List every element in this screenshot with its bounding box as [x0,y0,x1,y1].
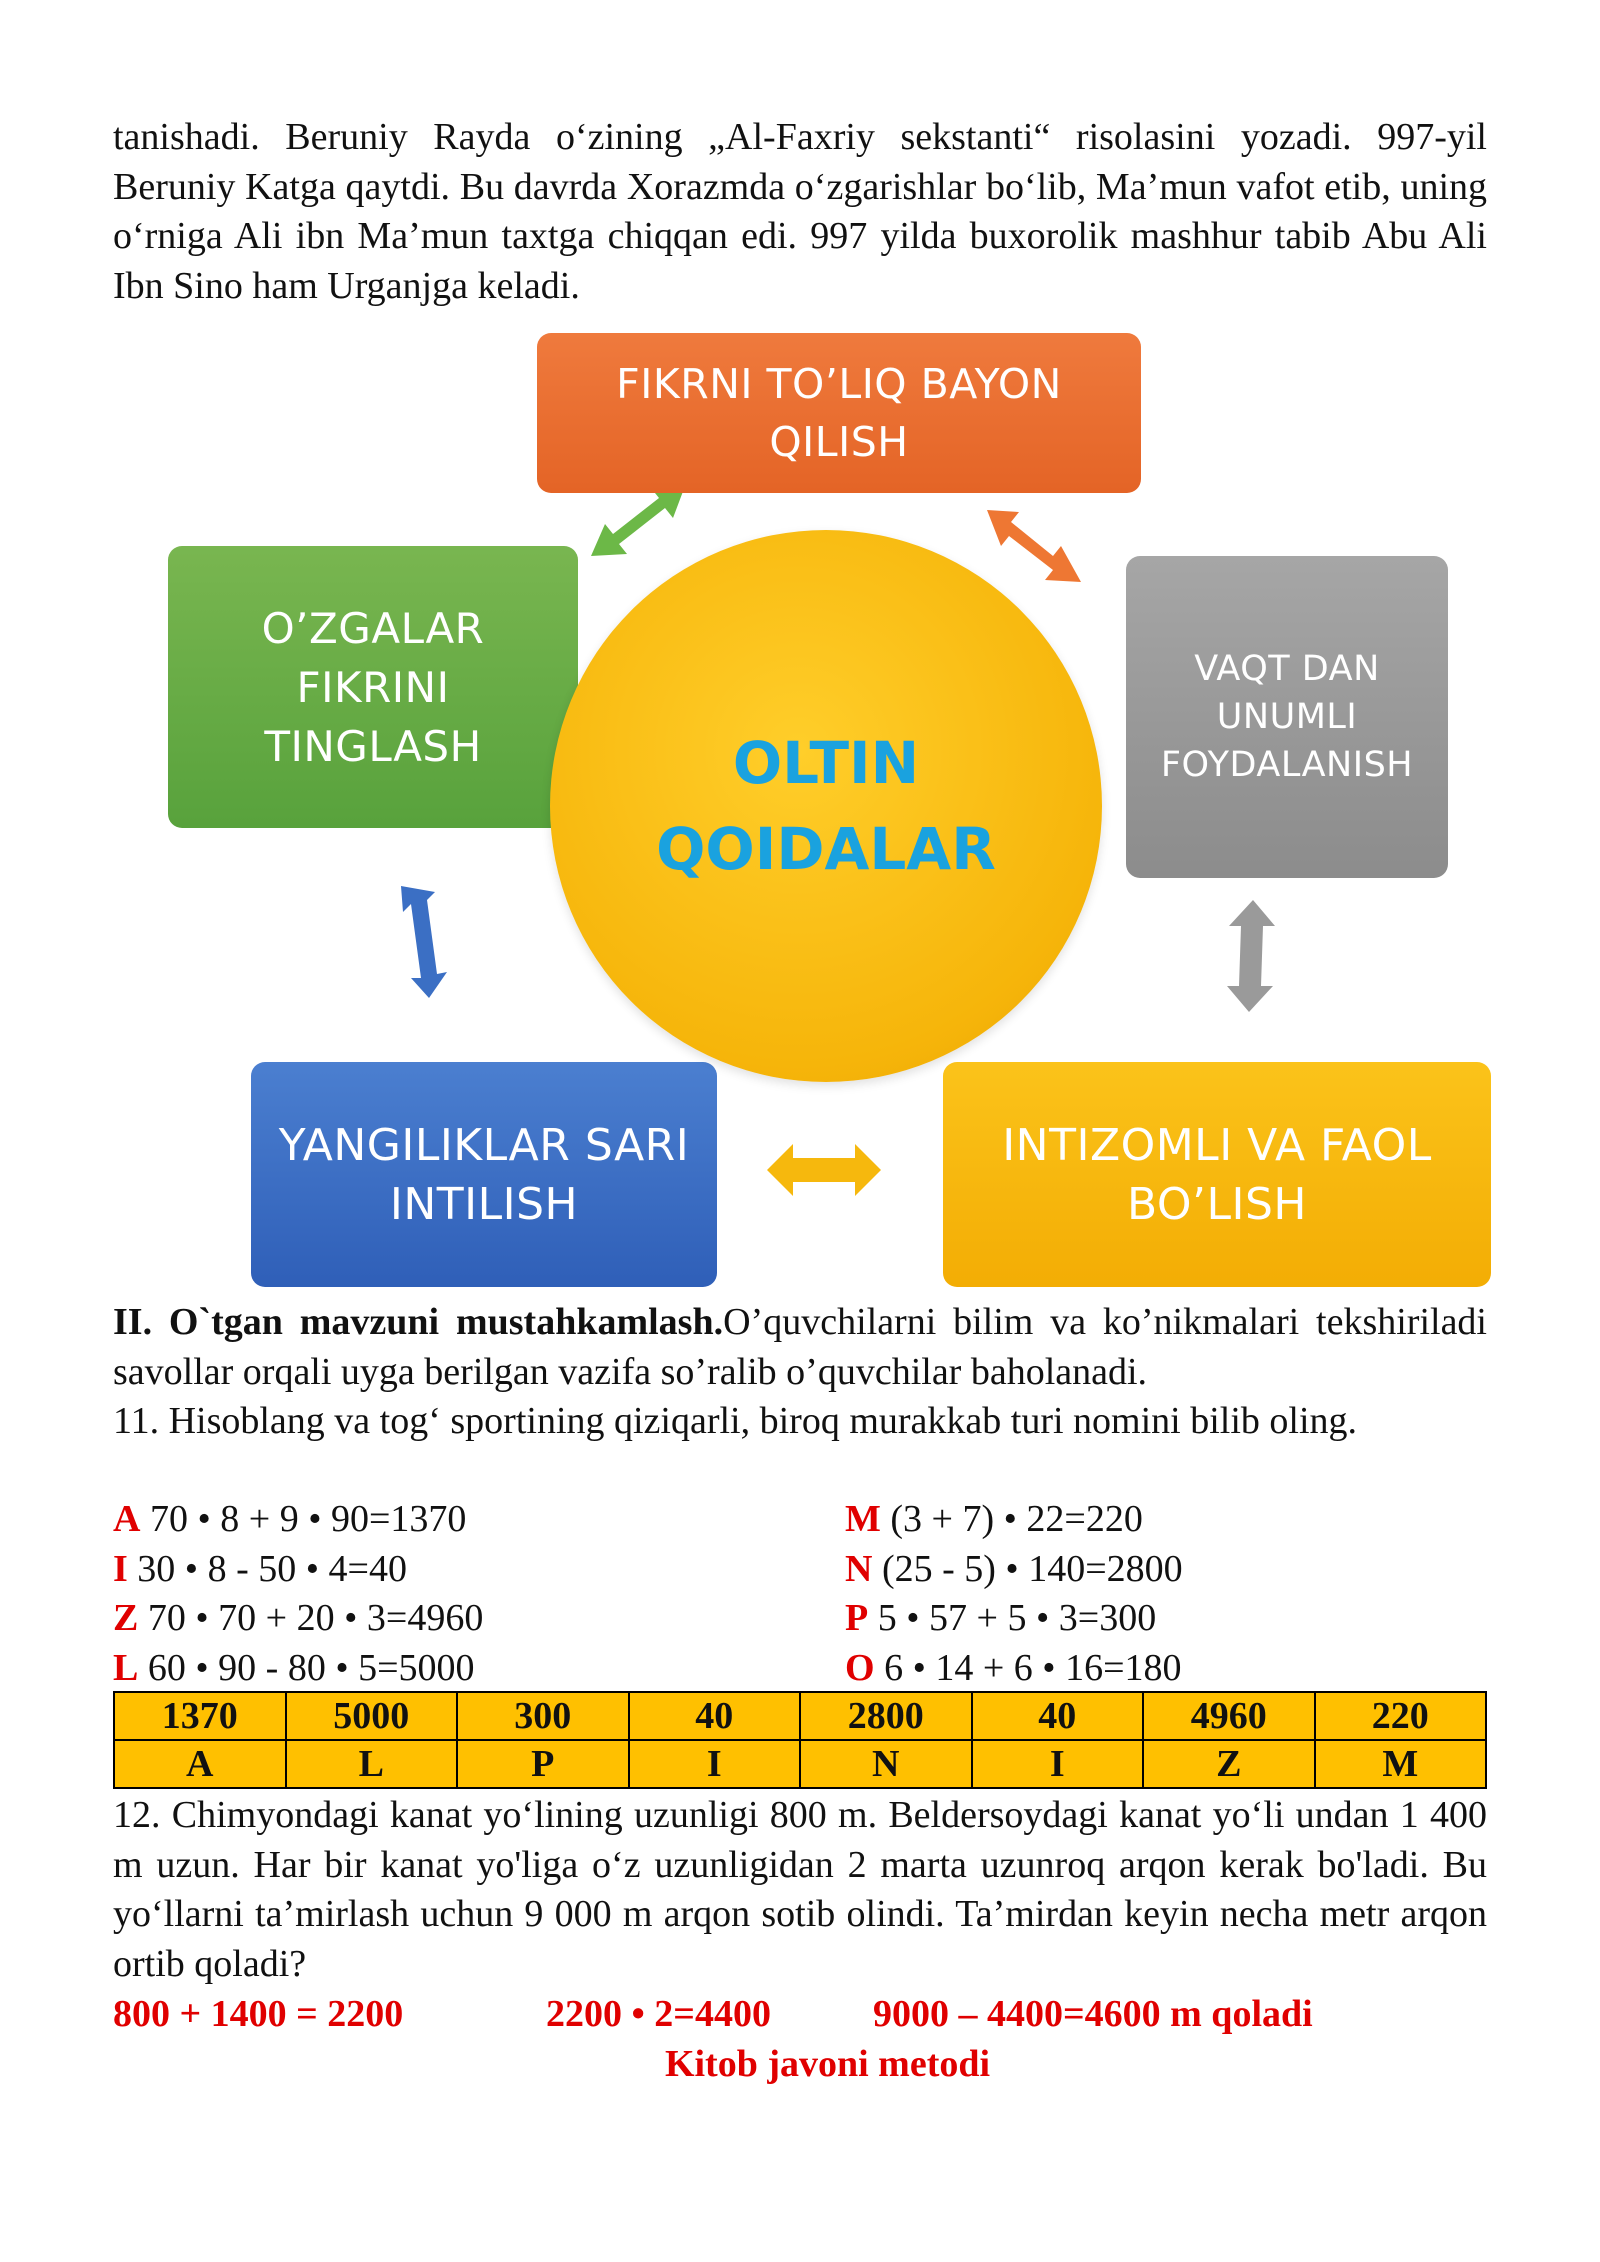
task-11-text: 11. Hisoblang va tog‘ sportining qiziqarli, biroq murakkab turi nomini bilib oling. [113,1400,1357,1442]
answer-letter-cell: Z [1143,1740,1315,1788]
section-2-paragraph [113,1298,1487,1397]
rule-right-line1: VAQT DAN [1194,649,1380,689]
expression-letter: I [113,1547,128,1590]
rule-bottom-right-line2: BO’LISH [1126,1178,1308,1230]
rule-box-left [168,546,578,828]
rule-box-right [1126,556,1448,878]
answer-number-cell: 220 [1315,1692,1487,1740]
arrow-right-vertical-icon [1213,896,1293,1016]
answer-letter-cell: P [457,1740,629,1788]
expression-text: 6 • 14 + 6 • 16=180 [874,1646,1182,1689]
answer-number-cell: 300 [457,1692,629,1740]
answer-number-cell: 1370 [114,1692,286,1740]
rule-box-bottom-right [943,1062,1491,1287]
rule-bottom-left-line1: YANGILIKLAR SARI [278,1119,690,1171]
center-title-line1: OLTIN [732,729,920,797]
center-circle [550,530,1102,1082]
answer-letter-cell: N [800,1740,972,1788]
rule-bottom-right-line1: INTIZOMLI VA FAOL [1002,1119,1432,1171]
rule-box-bottom-left [251,1062,717,1287]
expression-letter: O [845,1646,875,1689]
answer-number-cell: 40 [972,1692,1144,1740]
answer-letter-cell: M [1315,1740,1487,1788]
answer-letter-cell: A [114,1740,286,1788]
expression-item [845,1495,1143,1545]
expression-text: 70 • 8 + 9 • 90=1370 [140,1498,467,1540]
rule-right-line3: FOYDALANISH [1160,745,1414,785]
rule-left-line1: O’ZGALAR [261,603,485,653]
expression-text: (25 - 5) • 140=2800 [872,1547,1183,1590]
expression-item [845,1545,1183,1595]
expression-row [113,1545,1487,1595]
solution-step-3: 9000 – 4400=4600 m qoladi [873,1993,1313,2035]
rule-right-line2: UNUMLI [1216,697,1358,737]
expression-letter: L [113,1646,139,1689]
answer-number-cell: 4960 [1143,1692,1315,1740]
arrow-bottom-horizontal-icon [763,1138,885,1202]
rule-box-top [537,333,1141,493]
answer-number-cell: 2800 [800,1692,972,1740]
method-title: Kitob javoni metodi [664,2043,991,2085]
rule-top-line2: QILISH [769,418,909,466]
answer-letter-cell: I [972,1740,1144,1788]
section-2-text: O’quvchilarni bilim va ko’nikmalari tekshiriladi savollar orqali uyga berilgan vazifa so’ralib o’quvchilar baholanadi. [113,1301,1487,1393]
answer-letter-cell: L [286,1740,458,1788]
expression-row [113,1495,1487,1545]
expression-letter: P [845,1597,869,1639]
expression-item [113,1495,466,1545]
section-2 [113,1298,1487,1447]
expression-letter: N [845,1547,873,1590]
expression-item [845,1644,1182,1694]
expression-item [845,1594,1156,1644]
expression-text: 60 • 90 - 80 • 5=5000 [138,1646,475,1689]
expression-item [113,1644,475,1694]
expression-list [113,1495,1487,1693]
intro-paragraph: tanishadi. Beruniy Rayda o‘zining „Al-Faxriy sekstanti“ risolasini yozadi. 997-yil Beruniy Katga qaytdi. Bu davrda Xorazmda o‘zgarishlar bo‘lib, Ma’mun vafot etib, uning o‘rniga Ali ibn Ma’mun taxtga chiqqan edi. 997 yilda buxorolik mashhur tabib Abu Ali Ibn Sino ham Urganjga keladi. [113,116,1487,307]
answer-letter-cell: I [629,1740,801,1788]
expression-letter: M [845,1498,881,1540]
section-2-heading: II. O`tgan mavzuni mustahkamlash. [113,1301,724,1343]
expression-letter: Z [113,1597,139,1639]
expression-item [113,1545,407,1595]
golden-rules-diagram [113,330,1487,1290]
expression-letter: A [113,1498,141,1540]
expression-text: 70 • 70 + 20 • 3=4960 [138,1597,484,1639]
rule-top-line1: FIKRNI TO’LIQ BAYON [616,360,1062,408]
answer-number-cell: 40 [629,1692,801,1740]
rule-left-line2: FIKRINI [296,662,450,712]
center-title-line2: QOIDALAR [656,815,996,883]
expression-row [113,1594,1487,1644]
expression-text: 5 • 57 + 5 • 3=300 [868,1597,1157,1639]
answer-letters-row [114,1740,1486,1788]
task-12-text: 12. Chimyondagi kanat yo‘lining uzunligi 800 m. Beldersoydagi kanat yo‘li undan 1 400 m uzun. Har bir kanat yo'liga o‘z uzunligidan 2 marta uzunroq arqon kerak bo'ladi. Bu yo‘llarni ta’mirlash uchun 9 000 m arqon sotib olindi. Ta’mirdan keyin necha metr arqon ortib qoladi? [113,1794,1487,1985]
answer-numbers-row [114,1692,1486,1740]
expression-text: (3 + 7) • 22=220 [880,1498,1143,1540]
solution-step-2: 2200 • 2=4400 [546,1993,771,2035]
rule-left-line3: TINGLASH [264,721,482,771]
answer-number-cell: 5000 [286,1692,458,1740]
answer-table [113,1691,1487,1789]
expression-row [113,1644,1487,1694]
arrow-left-vertical-icon [383,882,463,1002]
arrow-top-right-icon [979,502,1089,592]
solution-step-1: 800 + 1400 = 2200 [113,1993,404,2035]
expression-text: 30 • 8 - 50 • 4=40 [127,1547,407,1590]
expression-item [113,1594,483,1644]
rule-bottom-left-line2: INTILISH [389,1178,579,1230]
